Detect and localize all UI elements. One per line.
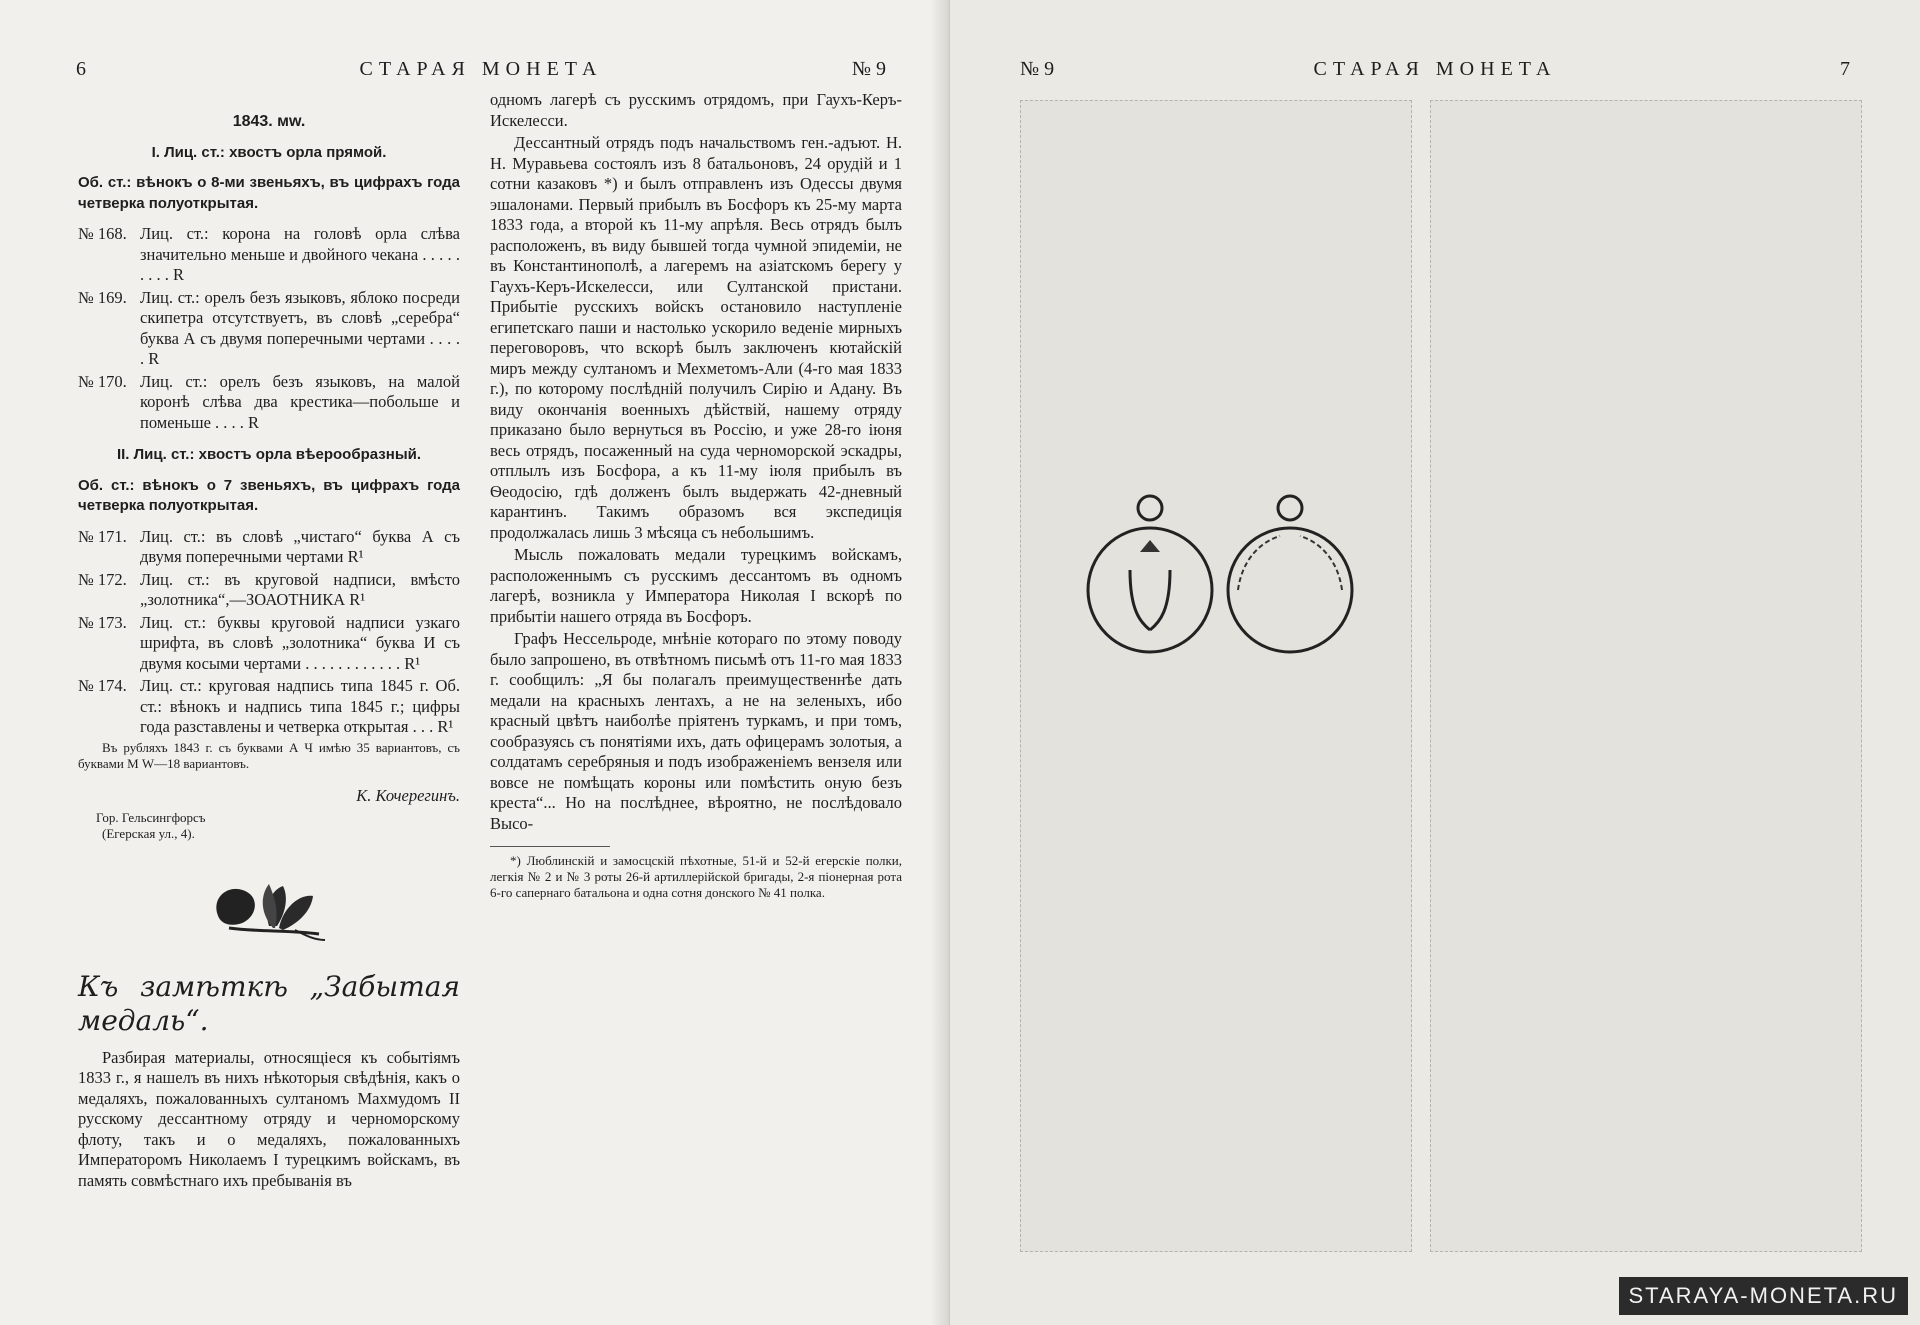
section2-subtitle: Об. ст.: вѣнокъ о 7 звеньяхъ, въ цифрахъ года четверка полуоткрытая. [78,476,460,514]
catalog-entry [78,676,460,738]
site-watermark: STARAYA-MONETA.RU [1619,1277,1909,1315]
section1-title: I. Лиц. ст.: хвостъ орла прямой. [151,143,387,161]
page-number: 6 [76,58,86,80]
left-column [78,112,460,1193]
col2-paragraph-3: Мысль пожаловать медали турецкимъ войскамъ, расположеннымъ съ русскимъ дессантомъ въ одномъ лагерѣ, возникла у Императора Николая I вскорѣ по прибытіи нашего отряда въ Босфоръ. [490,545,902,626]
author-signature: К. Кочерегинъ. [356,785,460,805]
catalog-entry [78,613,460,675]
right-page-column-1-placeholder [1020,100,1412,1252]
catalog-entry [78,527,460,568]
article-title: Къ замѣткѣ „Забытая медаль“. [78,969,460,1037]
entry-text: Лиц. ст.: въ словѣ „чистаго“ буква А съ двумя поперечными чертами R¹ [140,526,460,566]
section2-title: II. Лиц. ст.: хвостъ орла вѣерообразный. [116,446,422,463]
col2-paragraph-1: одномъ лагерѣ съ русскимъ отрядомъ, при Гаухъ-Керъ-Искелесси. [490,90,902,130]
entry-text: Лиц. ст.: орелъ безъ языковъ, на малой коронѣ слѣва два крестика—побольше и поменьше . . . . R [140,371,460,432]
col2-paragraph-4: Графъ Нессельроде, мнѣніе котораго по этому поводу было запрошено, въ отвѣтномъ письмѣ отъ 11-го мая 1833 г. сообщилъ: „Я бы полагалъ преимущественнѣе дать медали на красныхъ лентахъ, а не на зеленыхъ, ибо красный цвѣтъ наиболѣе пріятенъ туркамъ, и при томъ, сообразуясь съ понятіями ихъ, дать офицерамъ золотыя, а солдатамъ серебряныя и подъ изображеніемъ вензеля или вовсе не помѣщать короны или помѣстить оную безъ креста“... Но на послѣднее, вѣроятно, не послѣдовало Высо- [490,629,902,833]
entry-number: № 169. [78,287,127,307]
right-column [490,90,902,901]
entry-text: Лиц. ст.: орелъ безъ языковъ, яблоко посреди скипетра отсутствуетъ, въ словѣ „серебра“ буква А съ двумя поперечными чертами . . . . . R [140,287,460,368]
entry-number: № 171. [78,526,127,546]
page-7 [950,0,1920,1325]
flower-ornament [78,868,460,952]
year-line: 1843. мw. [232,113,306,130]
author-address-2: (Егерская ул., 4). [102,826,195,841]
right-page-column-2-placeholder [1430,100,1862,1252]
catalog-entry [78,288,460,370]
medal-illustration [1070,490,1370,660]
entry-text: Лиц. ст.: буквы круговой надписи узкаго шрифта, въ словѣ „золотника“ буква И съ двумя косыми чертами . . . . . . . . . . . . R¹ [140,612,460,673]
footnote: *) Люблинскій и замосцскій пѣхотные, 51-й и 52-й егерскіе полки, легкія № 2 и № 3 роты 26-й артиллерійской бригады, 2-я піонерная рота 6-го сапернаго батальона и одна сотня донского № 41 полка. [490,853,902,900]
journal-title: СТАРАЯ МОНЕТА [359,58,603,80]
journal-title-right: СТАРАЯ МОНЕТА [1313,58,1557,80]
issue-number: № 9 [851,58,886,80]
page-header-right [1020,58,1850,88]
entry-number: № 170. [78,371,127,391]
author-address-1: Гор. Гельсингфорсъ [96,810,206,825]
catalog-entry [78,570,460,611]
catalog-entry [78,372,460,434]
entry-number: № 173. [78,612,127,632]
section1-subtitle: Об. ст.: вѣнокъ о 8-ми звеньяхъ, въ цифрахъ года четверка полуоткрытая. [78,174,460,212]
page-6 [0,0,950,1325]
catalog-entry [78,224,460,286]
article-paragraph-1: Разбирая материалы, относящіеся къ событіямъ 1833 г., я нашелъ въ нихъ нѣкоторыя свѣдѣнія, какъ о медаляхъ, пожалованныхъ султаномъ Махмудомъ II русскому дессантному отряду и черноморскому флоту, такъ и о медаляхъ, пожалованныхъ Императоромъ Николаемъ I турецкимъ войскамъ, въ память совмѣстнаго ихъ пребыванія въ [78,1047,460,1190]
entry-text: Лиц. ст.: корона на головѣ орла слѣва значительно меньше и двойного чекана . . . . . . . . . R [140,224,460,284]
footnote-rule [490,846,610,847]
issue-number-right: № 9 [1020,58,1055,80]
catalog-entries-1 [78,224,460,433]
entry-number: № 174. [78,676,127,695]
entry-number: № 168. [78,224,127,243]
entry-number: № 172. [78,569,127,589]
entry-text: Лиц. ст.: круговая надпись типа 1845 г. Об. ст.: вѣнокъ и надпись типа 1845 г.; цифры года разставлены и четверка открытая . . . R¹ [140,676,460,736]
catalog-entries-2 [78,527,460,738]
page-header-left [76,58,886,88]
page-number-right: 7 [1840,58,1850,80]
entry-text: Лиц. ст.: въ круговой надписи, вмѣсто „золотника“,—ЗОАОТНИКА R¹ [140,569,460,609]
variants-note: Въ рубляхъ 1843 г. съ буквами А Ч имѣю 35 вариантовъ, съ буквами М W—18 вариантовъ. [78,739,460,771]
col2-paragraph-2: Дессантный отрядъ подъ начальствомъ ген.-адъют. Н. Н. Муравьева состоялъ изъ 8 батальоновъ, 24 орудій и 1 сотни казаковъ *) и былъ отправленъ изъ Одессы двумя эшалонами. Первый прибылъ въ Босфоръ къ 25-му марта 1833 года, а второй къ 11-му апрѣля. Весь отрядъ былъ расположенъ, въ виду бывшей тогда чумной эпидеміи, не въ Константинополѣ, а лагеремъ на азіатскомъ берегу у Гаухъ-Керъ-Искелесси, или Султанской пристани. Прибытіе русскихъ войскъ остановило наступленіе египетскаго паши и настолько ускорило веденіе мирныхъ переговоровъ, что вскорѣ былъ заключенъ кютайскій миръ между султаномъ и Мехметомъ-Али (4-го мая 1833 г.), по которому послѣдній получилъ Сирію и Адану. Въ виду окончанія военныхъ дѣйствій, нашему отряду приказано было вернуться въ Россію, и уже 28-го іюня весь отрядъ, посаженный на суда черноморской эскадры, отплылъ изъ Босфора, а къ 11-му іюля прибылъ въ Ѳеодосію, гдѣ долженъ былъ выдержать 42-дневный карантинъ. Такимъ образомъ вся экспедиція продолжалась лишь 3 мѣсяца съ небольшимъ. [490,133,902,542]
